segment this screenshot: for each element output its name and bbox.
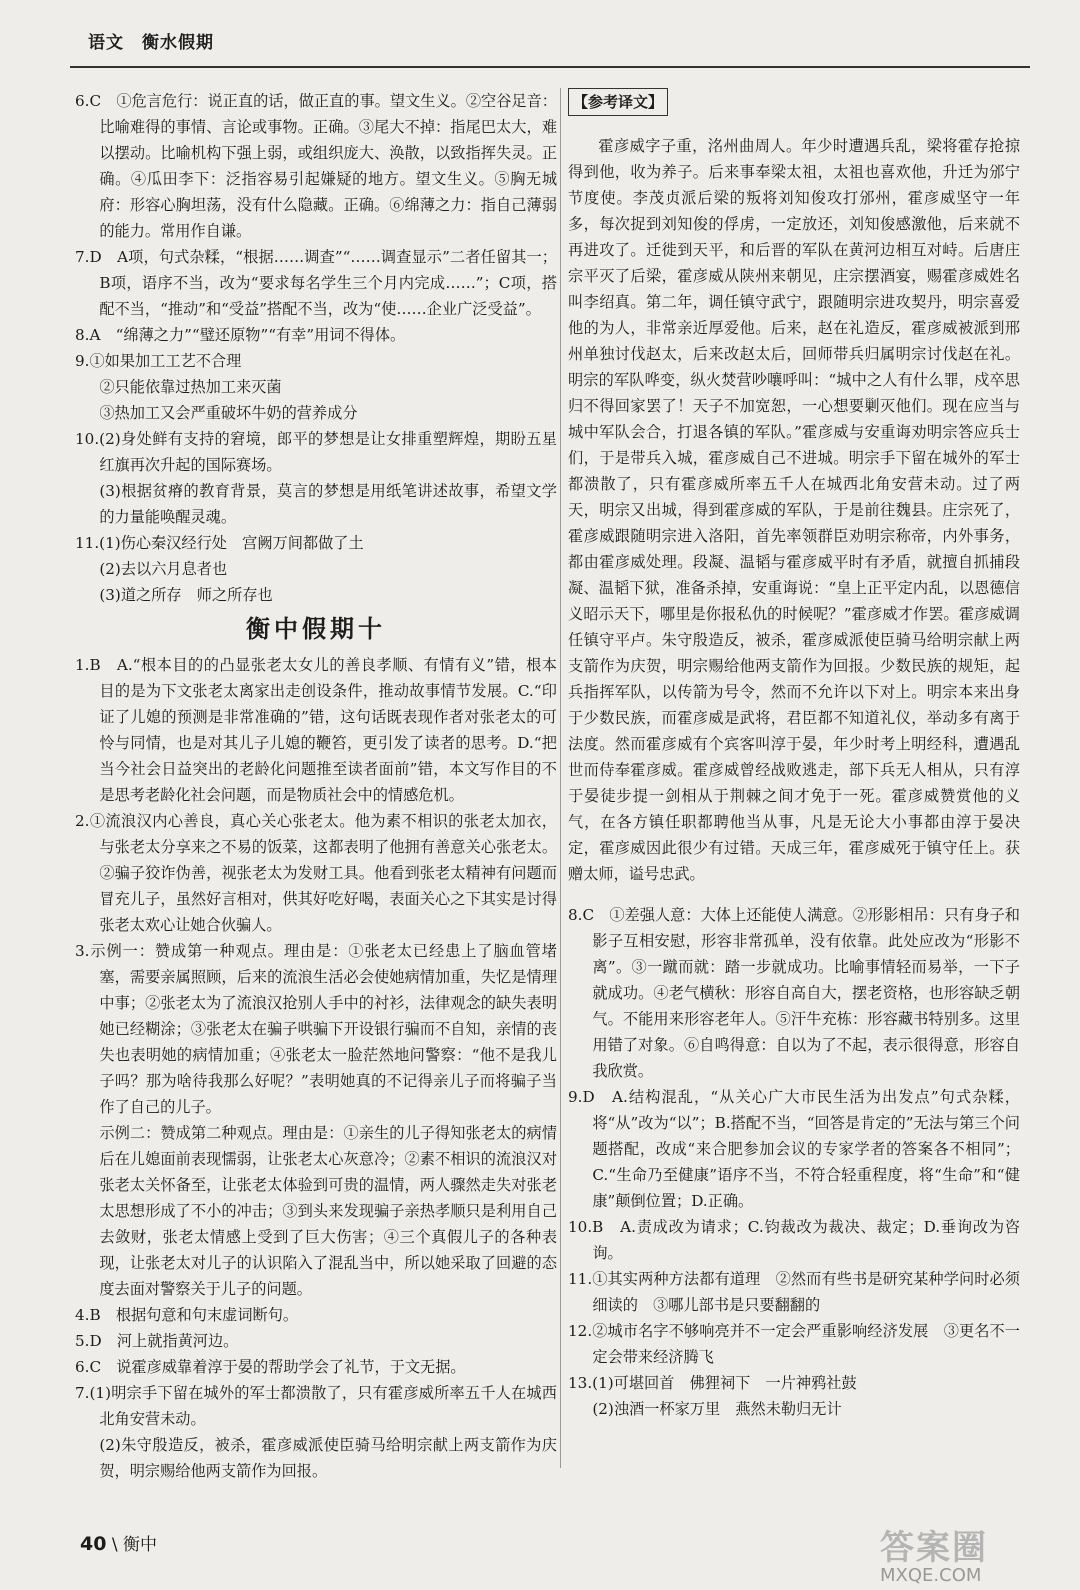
reference-translation: 霍彦威字子重，洺州曲周人。年少时遭遇兵乱，梁将霍存抢掠得到他，收为养子。后来事奉梁太祖，太祖也喜欢他，升迁为邠宁节度使。李茂贞派后梁的叛将刘知俊攻打邠州，霍彦威坚守一年多，每次捉到刘知俊的俘虏，一定放还，刘知俊感激他，后来就不再进攻了。迁徙到天平，和后晋的军队在黄河边相互对峙。后唐庄宗平灭了后梁，霍彦威从陕州来朝见，庄宗摆酒宴，赐霍彦威姓名叫李绍真。第二年，调任镇守武宁，跟随明宗进攻契丹，明宗喜爱他的为人，非常亲近厚爱他。后来，赵在礼造反，霍彦威被派到邢州单独讨伐赵太，后来改赵太后，回师带兵归属明宗讨伐赵在礼。明宗的军队哗变，纵火焚营吵嚷呼叫：“城中之人有什么罪，戍卒思归不得回家罢了！天子不加宽恕，一心想要剿灭他们。现在应当与城中军队会合，打退各镇的军队。”霍彦威与安重诲劝明宗答应兵士们，于是带兵入城，霍彦威自己不进城。明宗手下留在城外的军士都溃散了，只有霍彦威所率五千人在城西北角安营未动。过了两天，明宗又出城，得到霍彦威的军队，于是前往魏县。庄宗死了，霍彦威跟随明宗进入洛阳，首先率领群臣劝明宗称帝，内外事务，都由霍彦威处理。段凝、温韬与霍彦威平时有矛盾，就擅自抓捕段凝、温韬下狱，准备杀掉，安重诲说：“皇上正平定内乱，以恩德信义昭示天下，哪里是你报私仇的时候呢？”霍彦威才作罢。霍彦威调任镇守平卢。朱守殷造反，被杀，霍彦威派使臣骑马给明宗献上两支箭作为庆贺，明宗赐给他两支箭作为回报。少数民族的规矩，起兵指挥军队，以传箭为号令，然而不允许以下对上。明宗本来出身于少数民族，而霍彦威是武将，君臣都不知道礼仪，举动多有离于法度。然而霍彦威有个宾客叫淳于晏，年少时考上明经科，遭遇乱世而侍奉霍彦威。霍彦威曾经战败逃走，部下兵无人相从，只有淳于晏徒步提一剑相从于荆棘之间才免于一死。霍彦威赞赏他的义气，在各方镇任职都聘他当从事，凡是无论大小事都由淳于晏决定，霍彦威因此很少有过错。天成三年，霍彦威死于镇守任上。获赠太师，谥号忠武。	[568, 137, 1020, 884]
footer-label: 衡中	[123, 1535, 157, 1555]
answer-9-1: 9.①如果加工工艺不合理	[75, 352, 242, 370]
s10-answer-7-1: 7.(1)明宗手下留在城外的军士都溃散了，只有霍彦威所率五千人在城西北角安营未动。	[75, 1384, 557, 1428]
section-title: 衡中假期十	[246, 615, 386, 643]
answer-10-3: (3)根据贫瘠的教育背景，莫言的梦想是用纸笔讲述故事，希望文学的力量能唤醒灵魂。	[99, 482, 557, 526]
s10-answer-5: 5.D 河上就指黄河边。	[75, 1332, 239, 1350]
s10-answer-3-example-1: 3.示例一：赞成第一种观点。理由是：①张老太已经患上了脑血管堵塞，需要亲属照顾，后来的流浪生活必会使她病情加重，失忆是情理中事；②张老太为了流浪汉抢别人手中的衬衫，法律观念的缺失表明她已经糊涂；③张老太在骗子哄骗下开设银行骗而不自知，亲情的丧失也表明她的病情加重；④张老太一脸茫然地问警察：“他不是我儿子吗？那为啥待我那么好呢？”表明她真的不记得亲儿子而将骗子当作了自己的儿子。	[75, 942, 557, 1116]
answer-11-3: (3)道之所存 师之所存也	[99, 586, 273, 604]
s10-answer-13-2: (2)浊酒一杯家万里 燕然未勒归无计	[592, 1400, 842, 1419]
s10-answer-12: 12.②城市名字不够响亮并不一定会严重影响经济发展 ③更名不一定会带来经济腾飞	[568, 1322, 1020, 1367]
s10-answer-9: 9.D A.结构混乱，“从关心广大市民生活为出发点”句式杂糅，将“从”改为“以”；B.搭配不当，“回答是肯定的”无法与第三个问题搭配，改成“来合肥参加会议的专家学者的答案各不相同”；C.“生命乃至健康”语序不当，不符合轻重程度，将“生命”和“健康”颠倒位置；D.正确。	[568, 1088, 1020, 1211]
page-footer	[80, 1530, 157, 1555]
watermark-stamp-text: 答案圈	[880, 1528, 988, 1568]
watermark-site-text: MXQE.COM	[880, 1565, 982, 1586]
answer-10-2: 10.(2)身处鲜有支持的窘境，郎平的梦想是让女排重塑辉煌，期盼五星红旗再次升起的国际赛场。	[75, 430, 557, 474]
s10-answer-3-example-2: 示例二：赞成第二种观点。理由是：①亲生的儿子得知张老太的病情后在儿媳面前表现懦弱，让张老太心灰意冷；②素不相识的流浪汉对张老太关怀备至，让张老太体验到可贵的温情，两人骤然走失对张老太思想形成了不小的冲击；③到头来发现骗子亲热孝顺只是利用自己去敛财，张老太情感上受到了巨大伤害；④三个真假儿子的各种表现，让张老太对儿子的认识陷入了混乱当中，所以她采取了回避的态度去面对警察关于儿子的问题。	[99, 1124, 557, 1298]
s10-answer-10: 10.B A.责成改为请求；C.钧裁改为裁决、裁定；D.垂询改为咨询。	[568, 1218, 1020, 1263]
s10-answer-8: 8.C ①差强人意：大体上还能使人满意。②形影相吊：只有身子和影子互相安慰，形容非常孤单，没有依靠。此处应改为“形影不离”。③一蹴而就：踏一步就成功。比喻事情轻而易举，一下子就成功。④老气横秋：形容自高自大，摆老资格，也形容缺乏朝气。不能用来形容老年人。⑤汗牛充栋：形容藏书特别多。这里用错了对象。⑥自鸣得意：自以为了不起，表示很得意，形容自我欣赏。	[568, 906, 1020, 1081]
book-title: 语文 衡水假期	[88, 33, 214, 53]
column-divider	[560, 88, 561, 1468]
answer-9-3: ③热加工又会严重破坏牛奶的营养成分	[99, 404, 358, 422]
s10-answer-7-2: (2)朱守殷造反，被杀，霍彦威派使臣骑马给明宗献上两支箭作为庆贺，明宗赐给他两支箭作为回报。	[99, 1436, 557, 1480]
answer-7: 7.D A项，句式杂糅，“根据……调查”“……调查显示”二者任留其一；B项，语序不当，改为“要求每名学生三个月内完成……”；C项，搭配不当，“推动”和“受益”搭配不当，改为“使……企业广泛受益”。	[75, 248, 557, 318]
right-column	[568, 88, 1020, 1422]
s10-answer-13-1: 13.(1)可堪回首 佛狸祠下 一片神鸦社鼓	[568, 1374, 857, 1393]
page-number: 40	[80, 1533, 107, 1555]
answer-6: 6.C ①危言危行：说正直的话，做正直的事。望文生义。②空谷足音：比喻难得的事情、言论或事物。正确。③尾大不掉：指尾巴太大，难以摆动。比喻机构下强上弱，或组织庞大、涣散，以致指挥失灵。正确。④瓜田李下：泛指容易引起嫌疑的地方。望文生义。⑤胸无城府：形容心胸坦荡，没有什么隐藏。正确。⑥绵薄之力：指自己薄弱的能力。常用作自谦。	[75, 92, 557, 240]
s10-answer-1: 1.B A.“根本目的的凸显张老太女儿的善良孝顺、有情有义”错，根本目的是为下文张老太离家出走创设条件，推动故事情节发展。C.“印证了儿媳的预测是非常准确的”错，这句话既表现作者对张老太的可怜与同情，也是对其儿子儿媳的鞭笞，更引发了读者的思考。D.“把当今社会日益突出的老龄化问题推至读者面前”错，本文写作目的不是思考老龄化社会问题，而是物质社会中的情感危机。	[75, 656, 557, 804]
s10-answer-4: 4.B 根据句意和句末虚词断句。	[75, 1306, 299, 1324]
left-column	[75, 88, 557, 1484]
reference-translation-heading: 【参考译文】	[568, 88, 668, 116]
s10-answer-6: 6.C 说霍彦威靠着淳于晏的帮助学会了礼节，于文无据。	[75, 1358, 466, 1376]
s10-answer-2: 2.①流浪汉内心善良，真心关心张老太。他为素不相识的张老太加衣，与张老太分享来之不易的饭菜，这都表明了他拥有善意关心张老太。②骗子狡诈伪善，视张老太为发财工具。他看到张老太精神有问题而冒充儿子，虽然好言相对，供其好吃好喝，表面关心之下其实是讨得张老太欢心让她合伙骗人。	[75, 812, 557, 934]
answer-11-2: (2)去以六月息者也	[99, 560, 228, 578]
answer-9-2: ②只能依靠过热加工来灭菌	[99, 378, 282, 396]
footer-separator: \	[111, 1535, 123, 1555]
s10-answer-11: 11.①其实两种方法都有道理 ②然而有些书是研究某种学问时必须细读的 ③哪儿部书是只要翻翻的	[568, 1270, 1020, 1315]
answer-8: 8.A “绵薄之力”“璧还原物”“有幸”用词不得体。	[75, 326, 406, 344]
page-header	[70, 14, 1030, 68]
answer-11-1: 11.(1)伤心秦汉经行处 宫阙万间都做了土	[75, 534, 364, 552]
watermark-logo	[880, 1520, 1070, 1586]
